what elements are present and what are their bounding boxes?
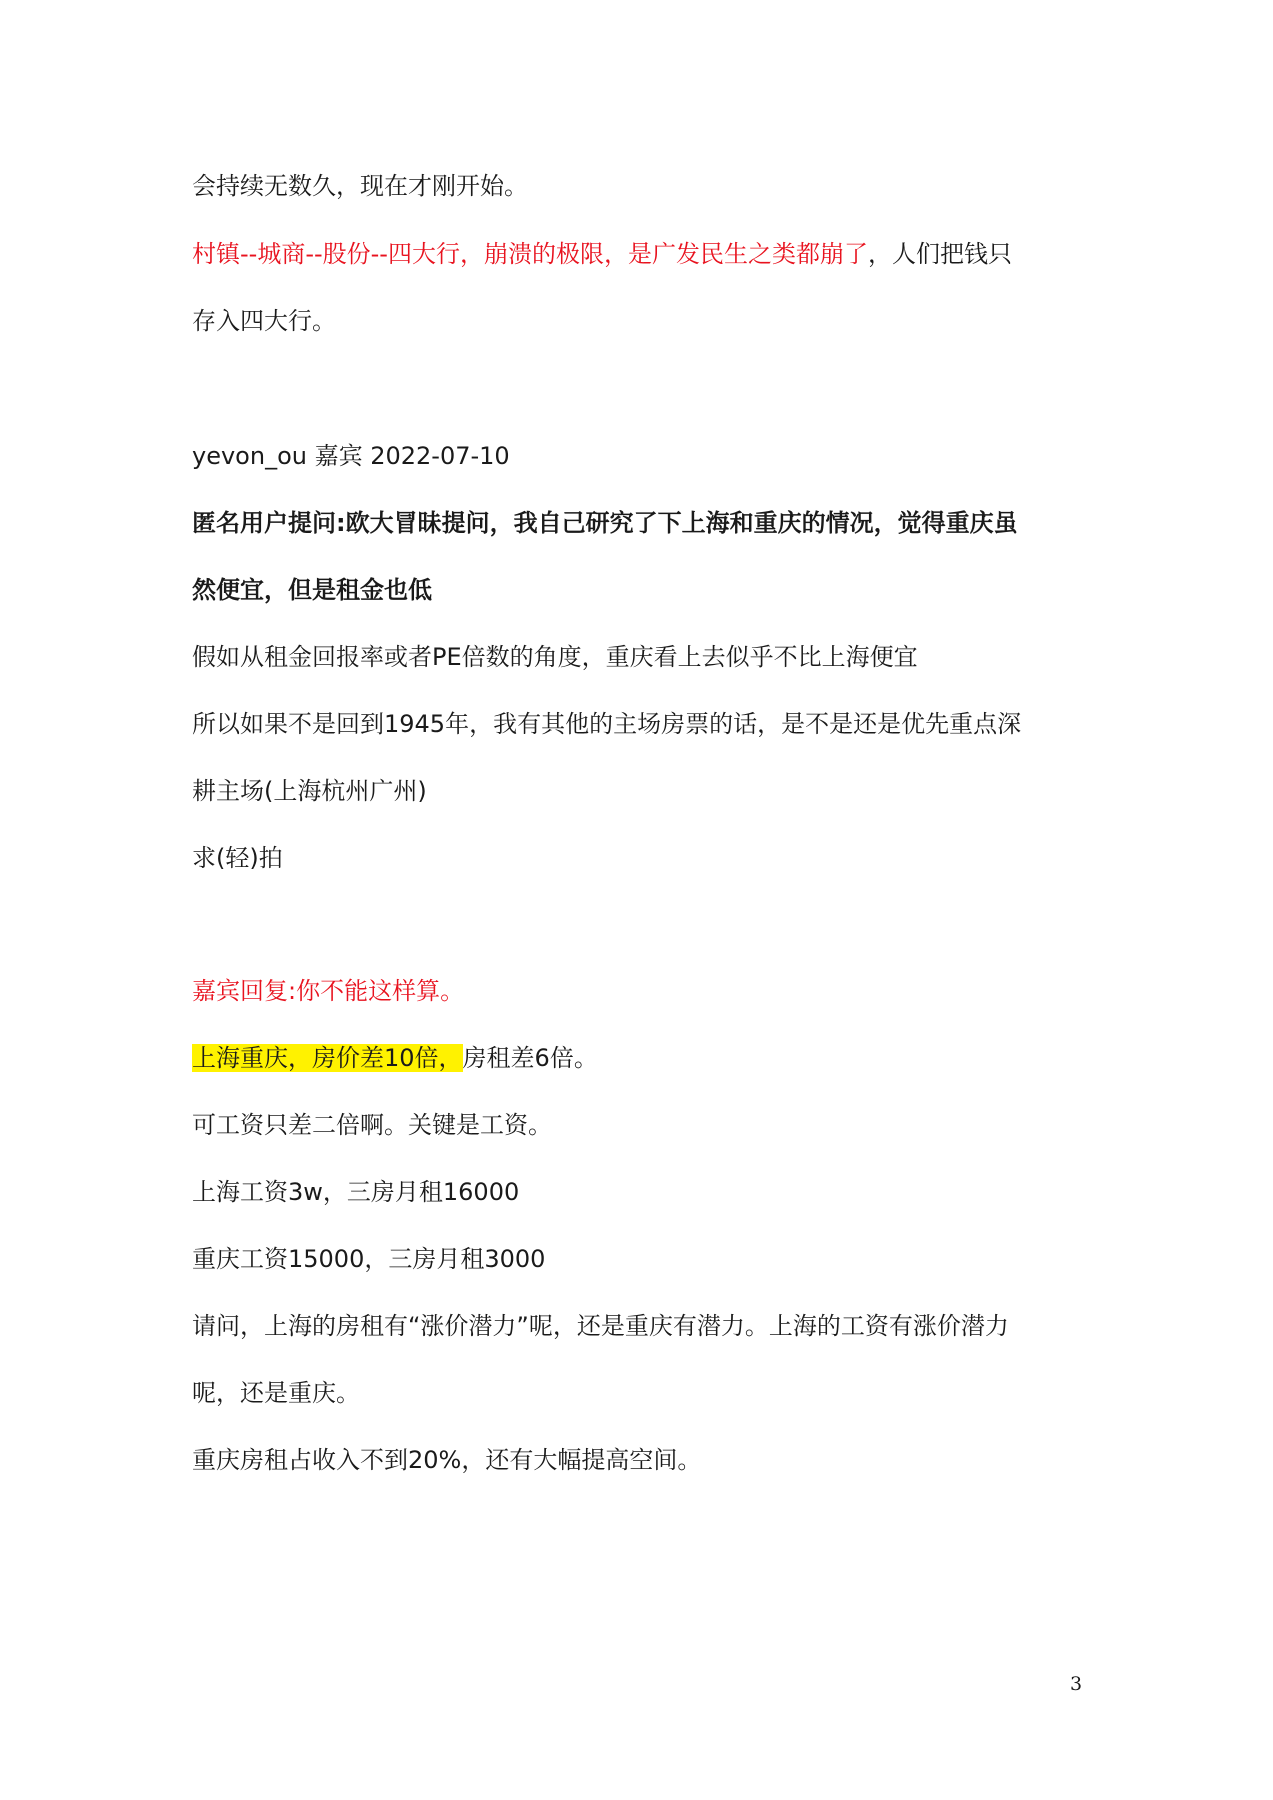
paragraph-bank-hierarchy <box>192 238 1012 270</box>
reply-heading: 嘉宾回复:你不能这样算。 <box>192 977 465 1005</box>
reply-line-2: 可工资只差二倍啊。关键是工资。 <box>192 1111 552 1139</box>
red-emphasis-text: 村镇--城商--股份--四大行，崩溃的极限，是广发民生之类都崩了 <box>192 240 868 268</box>
reply-line-5: 请问，上海的房租有“涨价潜力”呢，还是重庆有潜力。上海的工资有涨价潜力 <box>192 1312 1009 1340</box>
question-heading-line-2: 然便宜，但是租金也低 <box>192 576 432 604</box>
reply-line-4: 重庆工资15000，三房月租3000 <box>192 1245 546 1273</box>
reply-line-6: 呢，还是重庆。 <box>192 1379 360 1407</box>
paragraph-bank-hierarchy-continued: 存入四大行。 <box>192 307 336 335</box>
reply-line-7: 重庆房租占收入不到20%，还有大幅提高空间。 <box>192 1446 702 1474</box>
paragraph-text: ，人们把钱只 <box>867 240 1012 268</box>
question-heading-line-1: 匿名用户提问:欧大冒昧提问，我自己研究了下上海和重庆的情况，觉得重庆虽 <box>192 509 1018 537</box>
question-body-line-4: 求(轻)拍 <box>192 844 283 872</box>
question-body-line-1: 假如从租金回报率或者PE倍数的角度，重庆看上去似乎不比上海便宜 <box>192 643 918 671</box>
reply-text: 房租差6倍。 <box>462 1044 598 1072</box>
highlighted-text: 上海重庆，房价差10倍， <box>192 1044 463 1072</box>
paragraph-continuation: 会持续无数久，现在才刚开始。 <box>192 172 528 200</box>
reply-line-3: 上海工资3w，三房月租16000 <box>192 1178 520 1206</box>
reply-line-1 <box>192 1042 598 1074</box>
post-author-line: yevon_ou 嘉宾 2022-07-10 <box>192 442 510 470</box>
question-body-line-2: 所以如果不是回到1945年，我有其他的主场房票的话，是不是还是优先重点深 <box>192 710 1022 738</box>
page-number: 3 <box>1070 1673 1083 1695</box>
question-body-line-3: 耕主场(上海杭州广州) <box>192 777 427 805</box>
